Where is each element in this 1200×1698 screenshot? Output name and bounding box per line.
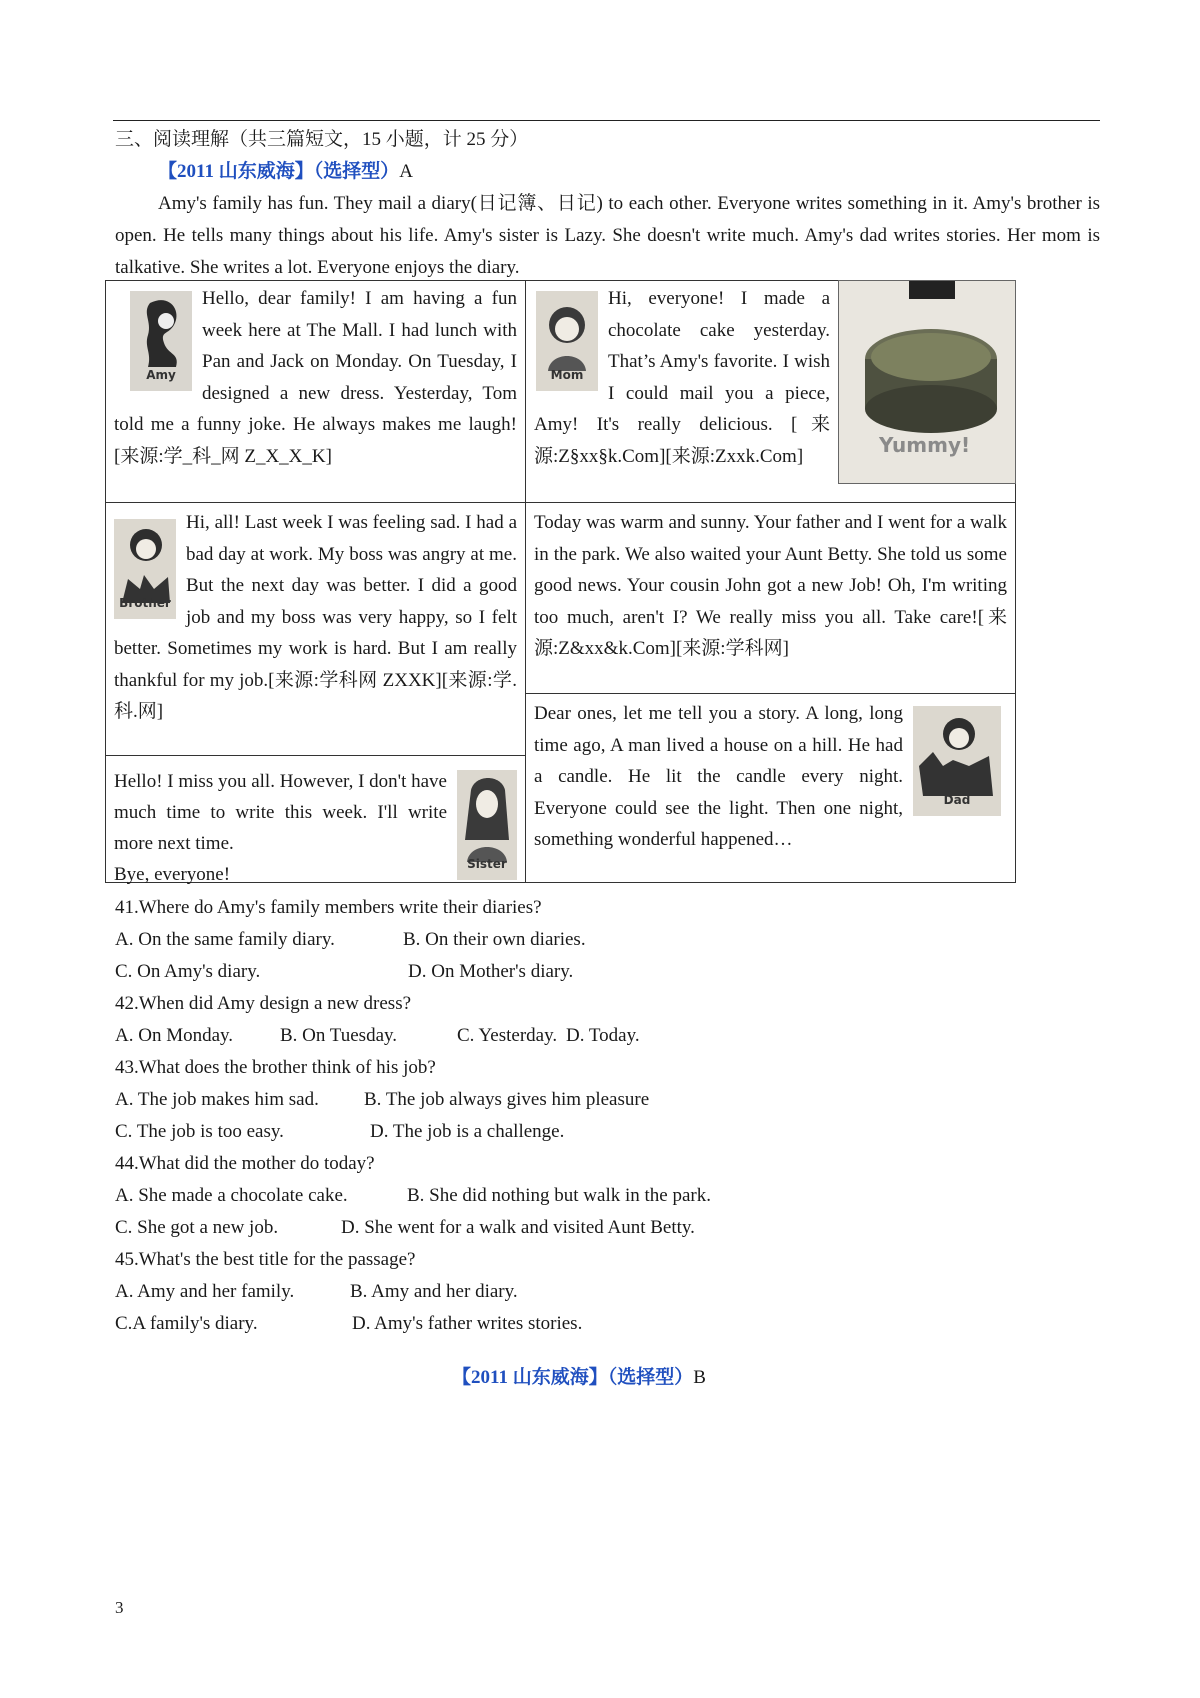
passage-a-source	[158, 156, 413, 188]
question-42-option-d: D. Today.	[566, 1025, 640, 1046]
sister-signoff-text: Bye, everyone!	[114, 864, 231, 885]
passage-a-intro	[115, 188, 1100, 284]
brother-portrait	[114, 519, 176, 619]
question-42-option-a: A. On Monday.	[115, 1025, 234, 1046]
brother-entry-text: Hi, all! Last week I was feeling sad. I had a bad day at work. My boss was angry at me. But the next day was better. I did a good job and my boss was very happy, so I felt better. Sometimes my work is hard. But I am really thankful for my job.[来源:学科网 ZXXK][来源:学.科.网]	[114, 512, 517, 722]
sister-portrait-label: Sister	[467, 857, 507, 871]
question-44-option-c: C. She got a new job.	[115, 1217, 279, 1238]
diary-cell-dad	[525, 693, 1016, 883]
brother-portrait-label: Brother	[119, 595, 171, 610]
question-42-stem: 42.When did Amy design a new dress?	[115, 993, 412, 1014]
cake-caption: Yummy!	[879, 433, 971, 457]
question-41-stem: 41.Where do Amy's family members write their diaries?	[115, 897, 542, 918]
question-45-option-b: B. Amy and her diary.	[350, 1281, 518, 1302]
question-43-option-c: C. The job is too easy.	[115, 1121, 284, 1142]
question-41-option-b: B. On their own diaries.	[403, 929, 586, 950]
mom-portrait	[536, 291, 598, 391]
diary-cell-brother	[105, 502, 526, 756]
question-45-stem: 45.What's the best title for the passage?	[115, 1249, 416, 1270]
question-43-stem: 43.What does the brother think of his job?	[115, 1057, 436, 1078]
mom-portrait-label: Mom	[550, 367, 584, 382]
question-44-option-a: A. She made a chocolate cake.	[115, 1185, 348, 1206]
question-44-option-d: D. She went for a walk and visited Aunt Betty.	[341, 1217, 695, 1238]
passage-b-source	[452, 1362, 706, 1389]
question-44-option-b: B. She did nothing but walk in the park.	[407, 1185, 711, 1206]
section-heading: 三、阅读理解（共三篇短文，15 小题，计 25 分）	[115, 129, 529, 150]
sister-portrait	[457, 770, 517, 880]
diary-cell-amy	[105, 280, 526, 503]
question-41-option-c: C. On Amy's diary.	[115, 961, 261, 982]
question-43-option-a: A. The job makes him sad.	[115, 1089, 319, 1110]
intro-paragraph: Amy's family has fun. They mail a diary(日记簿、日记) to each other. Everyone writes something in it. Amy's brother is open. He tells many things about his life. Amy's sister is Lazy. She doesn't write much. Amy's dad writes stories. Her mom is talkative. She writes a lot. Everyone enjoys the diary.	[115, 193, 1100, 278]
question-41-option-d: D. On Mother's diary.	[408, 961, 574, 982]
dad-portrait	[913, 706, 1001, 816]
question-44-stem: 44.What did the mother do today?	[115, 1153, 375, 1174]
passage-a-label: A	[399, 161, 413, 182]
dad-portrait-label: Dad	[943, 792, 971, 807]
question-42-option-c: C. Yesterday.	[457, 1025, 558, 1046]
question-45-option-c: C.A family's diary.	[115, 1313, 258, 1334]
diary-cell-mom-today	[525, 502, 1016, 694]
question-41-option-a: A. On the same family diary.	[115, 929, 335, 950]
passage-b-label: B	[693, 1367, 706, 1388]
question-43-option-b: B. The job always gives him pleasure	[364, 1089, 650, 1110]
mom-entry-text: Hi, everyone! I made a chocolate cake yesterday. That’s Amy's favorite. I wish I could mail you a piece, Amy! It's really delicious. [来源:Z§xx§k.Com][来源:Zxxk.Com]	[534, 288, 830, 467]
question-42-option-b: B. On Tuesday.	[280, 1025, 398, 1046]
amy-portrait	[130, 291, 192, 391]
dad-entry-text: Dear ones, let me tell you a story. A long, long time ago, A man lived a house on a hill. He had a candle. He lit the candle every night. Everyone could see the light. Then one night, something wonderful happened…	[534, 703, 903, 850]
question-45-option-d: D. Amy's father writes stories.	[352, 1313, 583, 1334]
amy-portrait-label: Amy	[146, 367, 176, 382]
question-45-option-a: A. Amy and her family.	[115, 1281, 295, 1302]
mom-today-entry-text: Today was warm and sunny. Your father and I went for a walk in the park. We also waited your Aunt Betty. She told us some good news. Your cousin John got a new Job! Oh, I'm writing too much, aren't I? We really miss you all. Take care![来源:Z&xx&k.Com][来源:学科网]	[534, 512, 1007, 659]
chocolate-cake-picture	[838, 280, 1016, 484]
header-rule	[113, 120, 1100, 121]
question-43-option-d: D. The job is a challenge.	[370, 1121, 565, 1142]
diary-cell-sister	[105, 755, 526, 883]
passage-a-source-tag: 【2011 山东威海】（选择型）	[158, 161, 400, 182]
passage-b-source-tag: 【2011 山东威海】（选择型）	[452, 1367, 694, 1388]
amy-entry-text: Hello, dear family! I am having a fun week here at The Mall. I had lunch with Pan and Jack on Monday. On Tuesday, I designed a new dress. Yesterday, Tom told me a funny joke. He always makes me laugh![来源:学_科_网 Z_X_X_K]	[114, 288, 517, 467]
page-number: 3	[115, 1598, 124, 1617]
sister-entry-text: Hello! I miss you all. However, I don't have much time to write this week. I'll write more next time.	[114, 771, 447, 854]
